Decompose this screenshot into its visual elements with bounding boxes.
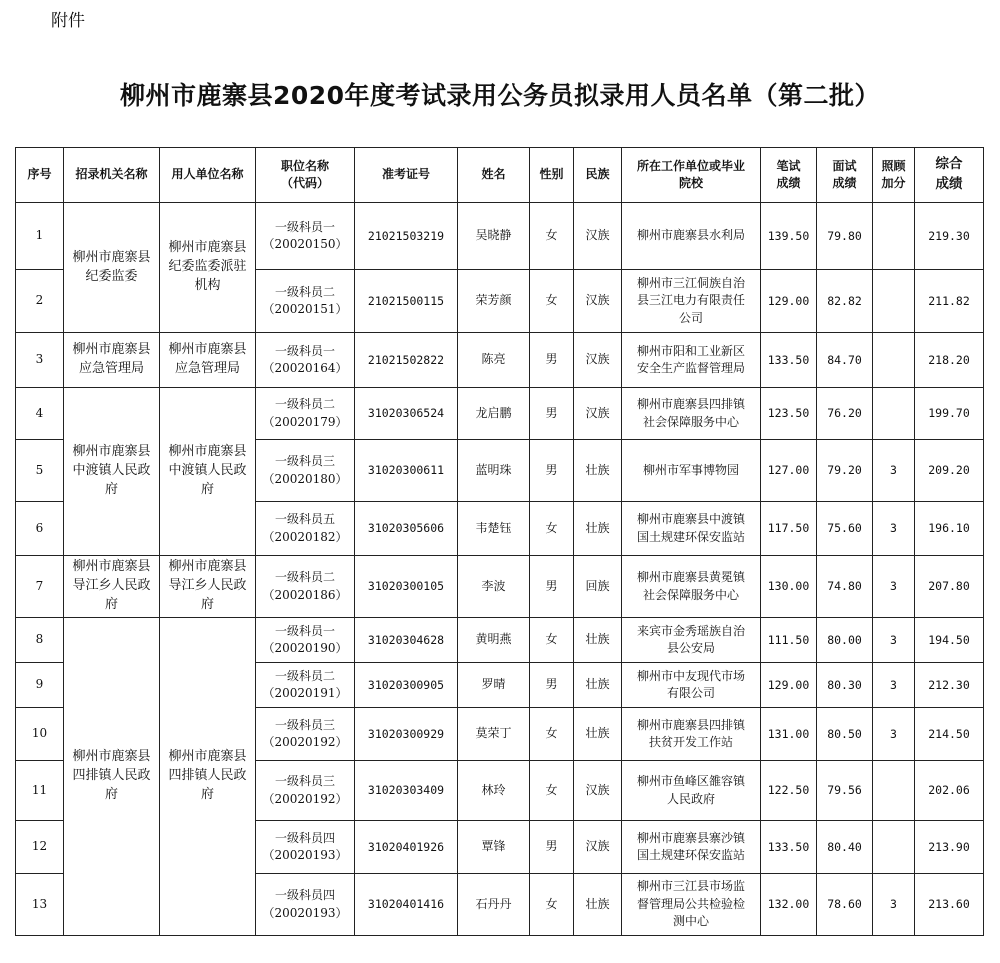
cell-bonus: [873, 761, 915, 821]
cell-total: 196.10: [915, 502, 984, 556]
cell-agency: 柳州市鹿寨县 纪委监委: [64, 203, 160, 333]
cell-interview: 79.56: [817, 761, 873, 821]
cell-name: 林玲: [458, 761, 530, 821]
cell-no: 1: [16, 203, 64, 270]
cell-exam-id: 31020306524: [355, 388, 458, 440]
cell-no: 9: [16, 663, 64, 708]
col-header-total: 综合 成绩: [915, 148, 984, 203]
col-header-ethnicity: 民族: [574, 148, 622, 203]
cell-gender: 女: [530, 708, 574, 761]
cell-exam-id: 31020401926: [355, 821, 458, 874]
cell-no: 5: [16, 440, 64, 502]
cell-no: 12: [16, 821, 64, 874]
cell-ethnicity: 壮族: [574, 708, 622, 761]
cell-no: 13: [16, 874, 64, 936]
cell-written: 131.00: [761, 708, 817, 761]
cell-bonus: [873, 270, 915, 333]
cell-ethnicity: 壮族: [574, 440, 622, 502]
cell-name: 荣芳颜: [458, 270, 530, 333]
cell-unit: 柳州市鹿寨县 导江乡人民政 府: [160, 556, 256, 618]
col-header-bonus: 照顾 加分: [873, 148, 915, 203]
cell-interview: 80.30: [817, 663, 873, 708]
cell-total: 218.20: [915, 333, 984, 388]
cell-interview: 79.20: [817, 440, 873, 502]
cell-ethnicity: 壮族: [574, 663, 622, 708]
cell-bonus: 3: [873, 618, 915, 663]
cell-no: 6: [16, 502, 64, 556]
cell-total: 194.50: [915, 618, 984, 663]
table-row: [16, 556, 984, 618]
cell-written: 122.50: [761, 761, 817, 821]
cell-workplace: 柳州市三江县市场监 督管理局公共检验检 测中心: [622, 874, 761, 936]
cell-gender: 女: [530, 761, 574, 821]
cell-bonus: [873, 388, 915, 440]
cell-gender: 男: [530, 388, 574, 440]
cell-name: 石丹丹: [458, 874, 530, 936]
cell-written: 127.00: [761, 440, 817, 502]
cell-exam-id: 21021502822: [355, 333, 458, 388]
cell-gender: 女: [530, 874, 574, 936]
cell-exam-id: 31020300905: [355, 663, 458, 708]
cell-unit: 柳州市鹿寨县 纪委监委派驻 机构: [160, 203, 256, 333]
cell-no: 2: [16, 270, 64, 333]
cell-gender: 女: [530, 203, 574, 270]
cell-bonus: [873, 333, 915, 388]
cell-ethnicity: 壮族: [574, 874, 622, 936]
cell-position: 一级科员四 （20020193）: [256, 874, 355, 936]
cell-unit: 柳州市鹿寨县 中渡镇人民政 府: [160, 388, 256, 556]
cell-total: 219.30: [915, 203, 984, 270]
cell-interview: 78.60: [817, 874, 873, 936]
cell-exam-id: 31020305606: [355, 502, 458, 556]
cell-gender: 女: [530, 270, 574, 333]
cell-exam-id: 21021500115: [355, 270, 458, 333]
cell-written: 132.00: [761, 874, 817, 936]
cell-written: 139.50: [761, 203, 817, 270]
cell-position: 一级科员二 （20020179）: [256, 388, 355, 440]
cell-position: 一级科员三 （20020192）: [256, 761, 355, 821]
cell-written: 111.50: [761, 618, 817, 663]
cell-workplace: 柳州市中友现代市场 有限公司: [622, 663, 761, 708]
cell-written: 129.00: [761, 663, 817, 708]
cell-agency: 柳州市鹿寨县 中渡镇人民政 府: [64, 388, 160, 556]
cell-position: 一级科员二 （20020151）: [256, 270, 355, 333]
cell-name: 龙启鹏: [458, 388, 530, 440]
cell-bonus: 3: [873, 440, 915, 502]
cell-workplace: 柳州市鹿寨县四排镇 扶贫开发工作站: [622, 708, 761, 761]
hiring-table: [15, 147, 984, 936]
cell-workplace: 柳州市三江侗族自治 县三江电力有限责任 公司: [622, 270, 761, 333]
cell-no: 3: [16, 333, 64, 388]
cell-bonus: 3: [873, 708, 915, 761]
cell-workplace: 柳州市鹿寨县水利局: [622, 203, 761, 270]
cell-exam-id: 31020300929: [355, 708, 458, 761]
cell-workplace: 柳州市鹿寨县中渡镇 国土规建环保安监站: [622, 502, 761, 556]
cell-exam-id: 31020300611: [355, 440, 458, 502]
cell-name: 吴晓静: [458, 203, 530, 270]
cell-position: 一级科员四 （20020193）: [256, 821, 355, 874]
cell-interview: 76.20: [817, 388, 873, 440]
col-header-workplace: 所在工作单位或毕业 院校: [622, 148, 761, 203]
cell-unit: 柳州市鹿寨县 四排镇人民政 府: [160, 618, 256, 936]
document-title: 柳州市鹿寨县2020年度考试录用公务员拟录用人员名单（第二批）: [119, 81, 881, 110]
cell-written: 130.00: [761, 556, 817, 618]
cell-gender: 男: [530, 821, 574, 874]
cell-ethnicity: 汉族: [574, 270, 622, 333]
cell-total: 213.60: [915, 874, 984, 936]
cell-interview: 80.40: [817, 821, 873, 874]
cell-ethnicity: 壮族: [574, 502, 622, 556]
cell-name: 韦楚钰: [458, 502, 530, 556]
cell-agency: 柳州市鹿寨县 应急管理局: [64, 333, 160, 388]
cell-gender: 女: [530, 618, 574, 663]
cell-total: 211.82: [915, 270, 984, 333]
col-header-unit: 用人单位名称: [160, 148, 256, 203]
cell-interview: 82.82: [817, 270, 873, 333]
cell-name: 黄明燕: [458, 618, 530, 663]
col-header-position: 职位名称 （代码）: [256, 148, 355, 203]
cell-interview: 84.70: [817, 333, 873, 388]
cell-gender: 女: [530, 502, 574, 556]
cell-exam-id: 31020300105: [355, 556, 458, 618]
cell-ethnicity: 壮族: [574, 618, 622, 663]
col-header-interview: 面试 成绩: [817, 148, 873, 203]
table-row: [16, 388, 984, 440]
cell-name: 罗晴: [458, 663, 530, 708]
cell-position: 一级科员三 （20020180）: [256, 440, 355, 502]
cell-position: 一级科员一 （20020190）: [256, 618, 355, 663]
table-row: [16, 333, 984, 388]
cell-no: 10: [16, 708, 64, 761]
cell-total: 199.70: [915, 388, 984, 440]
cell-bonus: 3: [873, 874, 915, 936]
col-header-gender: 性别: [530, 148, 574, 203]
cell-position: 一级科员一 （20020164）: [256, 333, 355, 388]
cell-exam-id: 31020401416: [355, 874, 458, 936]
cell-bonus: 3: [873, 502, 915, 556]
col-header-exam-id: 准考证号: [355, 148, 458, 203]
cell-unit: 柳州市鹿寨县 应急管理局: [160, 333, 256, 388]
cell-gender: 男: [530, 440, 574, 502]
attachment-label: 附件: [51, 11, 85, 31]
cell-bonus: 3: [873, 556, 915, 618]
cell-no: 7: [16, 556, 64, 618]
cell-interview: 80.00: [817, 618, 873, 663]
cell-interview: 80.50: [817, 708, 873, 761]
cell-name: 覃锋: [458, 821, 530, 874]
cell-total: 213.90: [915, 821, 984, 874]
cell-name: 蓝明珠: [458, 440, 530, 502]
cell-name: 莫荣丁: [458, 708, 530, 761]
cell-exam-id: 31020303409: [355, 761, 458, 821]
cell-ethnicity: 汉族: [574, 333, 622, 388]
cell-ethnicity: 汉族: [574, 388, 622, 440]
cell-interview: 75.60: [817, 502, 873, 556]
cell-position: 一级科员二 （20020186）: [256, 556, 355, 618]
cell-bonus: [873, 203, 915, 270]
cell-ethnicity: 汉族: [574, 203, 622, 270]
cell-workplace: 来宾市金秀瑶族自治 县公安局: [622, 618, 761, 663]
cell-position: 一级科员一 （20020150）: [256, 203, 355, 270]
cell-interview: 79.80: [817, 203, 873, 270]
cell-total: 212.30: [915, 663, 984, 708]
cell-workplace: 柳州市军事博物园: [622, 440, 761, 502]
cell-exam-id: 31020304628: [355, 618, 458, 663]
cell-written: 117.50: [761, 502, 817, 556]
cell-ethnicity: 汉族: [574, 761, 622, 821]
cell-no: 8: [16, 618, 64, 663]
cell-position: 一级科员三 （20020192）: [256, 708, 355, 761]
cell-gender: 男: [530, 556, 574, 618]
cell-written: 133.50: [761, 821, 817, 874]
cell-gender: 男: [530, 333, 574, 388]
cell-workplace: 柳州市阳和工业新区 安全生产监督管理局: [622, 333, 761, 388]
cell-workplace: 柳州市鹿寨县四排镇 社会保障服务中心: [622, 388, 761, 440]
cell-agency: 柳州市鹿寨县 四排镇人民政 府: [64, 618, 160, 936]
cell-bonus: [873, 821, 915, 874]
cell-name: 李波: [458, 556, 530, 618]
table-row: [16, 618, 984, 663]
cell-written: 123.50: [761, 388, 817, 440]
cell-agency: 柳州市鹿寨县 导江乡人民政 府: [64, 556, 160, 618]
cell-ethnicity: 回族: [574, 556, 622, 618]
cell-position: 一级科员二 （20020191）: [256, 663, 355, 708]
cell-gender: 男: [530, 663, 574, 708]
cell-total: 214.50: [915, 708, 984, 761]
cell-ethnicity: 汉族: [574, 821, 622, 874]
cell-written: 129.00: [761, 270, 817, 333]
cell-workplace: 柳州市鹿寨县寨沙镇 国土规建环保安监站: [622, 821, 761, 874]
table-row: [16, 203, 984, 270]
cell-bonus: 3: [873, 663, 915, 708]
col-header-name: 姓名: [458, 148, 530, 203]
cell-total: 209.20: [915, 440, 984, 502]
col-header-no: 序号: [16, 148, 64, 203]
cell-interview: 74.80: [817, 556, 873, 618]
cell-no: 11: [16, 761, 64, 821]
cell-position: 一级科员五 （20020182）: [256, 502, 355, 556]
cell-written: 133.50: [761, 333, 817, 388]
cell-workplace: 柳州市鱼峰区雒容镇 人民政府: [622, 761, 761, 821]
header-row: [16, 148, 984, 203]
cell-name: 陈亮: [458, 333, 530, 388]
cell-exam-id: 21021503219: [355, 203, 458, 270]
cell-total: 202.06: [915, 761, 984, 821]
col-header-written: 笔试 成绩: [761, 148, 817, 203]
cell-workplace: 柳州市鹿寨县黄冕镇 社会保障服务中心: [622, 556, 761, 618]
cell-no: 4: [16, 388, 64, 440]
cell-total: 207.80: [915, 556, 984, 618]
col-header-agency: 招录机关名称: [64, 148, 160, 203]
